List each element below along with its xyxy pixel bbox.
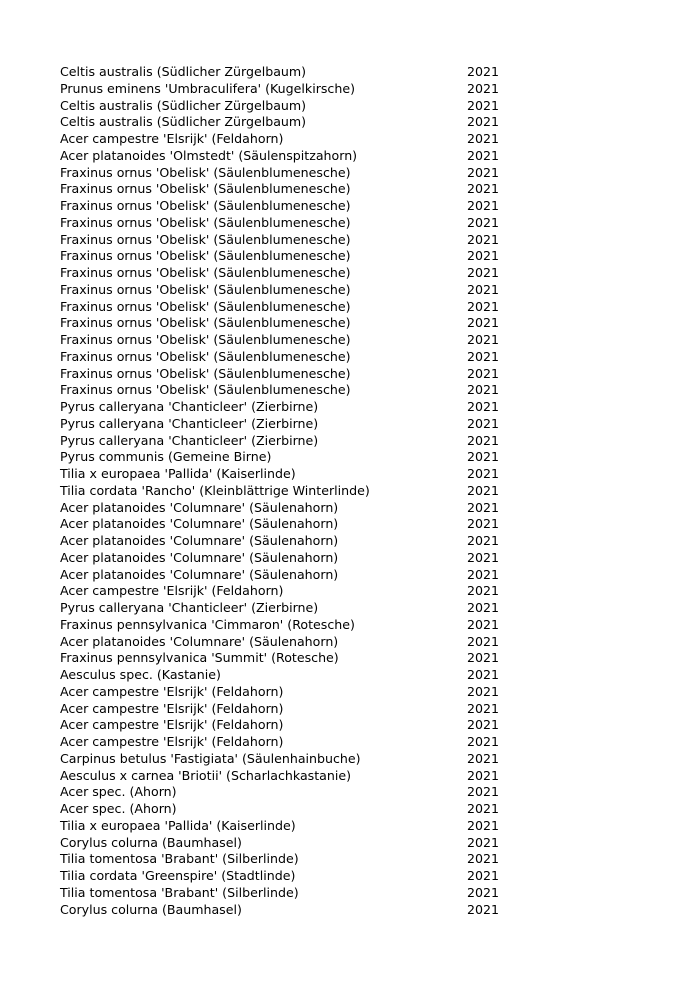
planting-year: 2021: [467, 265, 500, 280]
tree-name: Prunus eminens 'Umbraculifera' (Kugelkirsche): [60, 80, 355, 96]
planting-year: 2021: [467, 616, 500, 632]
tree-name: Tilia tomentosa 'Brabant' (Silberlinde): [60, 851, 299, 867]
tree-name: Acer platanoides 'Columnare' (Säulenahorn): [60, 533, 339, 548]
tree-name: Fraxinus ornus 'Obelisk' (Säulenblumenesche): [60, 265, 351, 280]
tree-name: Tilia x europaea 'Pallida' (Kaiserlinde): [60, 817, 296, 833]
planting-year: 2021: [467, 784, 500, 800]
planting-year: 2021: [467, 884, 500, 900]
planting-year: 2021: [467, 382, 500, 398]
planting-year: 2021: [467, 817, 500, 833]
tree-name: Fraxinus ornus 'Obelisk' (Säulenblumenesche): [60, 382, 351, 398]
planting-year: 2021: [467, 348, 500, 364]
planting-year: 2021: [467, 533, 500, 548]
table-row: [60, 533, 510, 550]
tree-name: Acer platanoides 'Columnare' (Säulenahorn): [60, 566, 339, 582]
planting-year: 2021: [467, 734, 500, 749]
planting-year: 2021: [467, 600, 500, 615]
table-row: [60, 449, 510, 466]
tree-name: Fraxinus ornus 'Obelisk' (Säulenblumenesche): [60, 315, 351, 331]
planting-year: 2021: [467, 64, 500, 79]
tree-name: Fraxinus pennsylvanica 'Cimmaron' (Rotesche): [60, 616, 355, 632]
table-row: [60, 902, 510, 919]
tree-name: Acer campestre 'Elsrijk' (Feldahorn): [60, 734, 284, 749]
tree-name: Pyrus calleryana 'Chanticleer' (Zierbirne): [60, 432, 319, 448]
tree-name: Carpinus betulus 'Fastigiata' (Säulenhainbuche): [60, 750, 361, 766]
table-row: [60, 131, 510, 148]
planting-year: 2021: [467, 131, 500, 146]
table-row: [60, 516, 510, 533]
tree-name: Fraxinus ornus 'Obelisk' (Säulenblumenesche): [60, 298, 351, 314]
tree-name: Fraxinus ornus 'Obelisk' (Säulenblumenesche): [60, 365, 351, 381]
tree-name: Fraxinus ornus 'Obelisk' (Säulenblumenesche): [60, 231, 351, 247]
table-row: [60, 416, 510, 433]
planting-year: 2021: [467, 332, 500, 347]
table-row: [60, 232, 510, 249]
table-row: [60, 634, 510, 651]
tree-name: Fraxinus ornus 'Obelisk' (Säulenblumenesche): [60, 248, 351, 264]
tree-name: Celtis australis (Südlicher Zürgelbaum): [60, 64, 307, 79]
planting-year: 2021: [467, 147, 500, 163]
table-row: [60, 299, 510, 316]
planting-year: 2021: [467, 248, 500, 264]
table-row: [60, 64, 510, 81]
planting-year: 2021: [467, 801, 500, 816]
table-row: [60, 885, 510, 902]
tree-name: Pyrus calleryana 'Chanticleer' (Zierbirne): [60, 399, 319, 414]
planting-year: 2021: [467, 399, 500, 414]
planting-year: 2021: [467, 499, 500, 515]
table-row: [60, 114, 510, 131]
tree-name: Fraxinus ornus 'Obelisk' (Säulenblumenesche): [60, 348, 351, 364]
tree-name: Aesculus x carnea 'Briotii' (Scharlachkastanie): [60, 767, 352, 783]
table-row: [60, 332, 510, 349]
table-row: [60, 248, 510, 265]
tree-name: Tilia cordata 'Greenspire' (Stadtlinde): [60, 868, 296, 883]
table-row: [60, 567, 510, 584]
planting-year: 2021: [467, 868, 500, 883]
table-row: [60, 717, 510, 734]
planting-year: 2021: [467, 198, 500, 213]
table-row: [60, 818, 510, 835]
planting-year: 2021: [467, 549, 500, 565]
tree-name: Acer platanoides 'Columnare' (Säulenahorn): [60, 549, 339, 565]
table-row: [60, 583, 510, 600]
table-row: [60, 198, 510, 215]
planting-year: 2021: [467, 214, 500, 230]
tree-name: Tilia tomentosa 'Brabant' (Silberlinde): [60, 884, 299, 900]
planting-year: 2021: [467, 164, 500, 180]
tree-name: Pyrus calleryana 'Chanticleer' (Zierbirne): [60, 600, 319, 615]
table-row: [60, 768, 510, 785]
planting-year: 2021: [467, 516, 500, 532]
tree-name: Pyrus communis (Gemeine Birne): [60, 449, 272, 465]
tree-name: Acer campestre 'Elsrijk' (Feldahorn): [60, 131, 284, 146]
planting-year: 2021: [467, 482, 500, 498]
table-row: [60, 500, 510, 517]
table-row: [60, 433, 510, 450]
tree-name: Fraxinus ornus 'Obelisk' (Säulenblumenesche): [60, 214, 351, 230]
tree-name: Fraxinus ornus 'Obelisk' (Säulenblumenesche): [60, 198, 351, 213]
table-row: [60, 81, 510, 98]
table-row: [60, 265, 510, 282]
table-row: [60, 366, 510, 383]
planting-year: 2021: [467, 114, 500, 130]
tree-name: Acer campestre 'Elsrijk' (Feldahorn): [60, 700, 284, 716]
tree-name: Acer platanoides 'Columnare' (Säulenahorn): [60, 499, 339, 515]
table-row: [60, 701, 510, 718]
table-row: [60, 483, 510, 500]
table-row: [60, 349, 510, 366]
planting-year: 2021: [467, 650, 500, 666]
table-row: [60, 801, 510, 818]
planting-year: 2021: [467, 181, 500, 197]
tree-name: Celtis australis (Südlicher Zürgelbaum): [60, 114, 307, 130]
planting-year: 2021: [467, 583, 500, 599]
planting-year: 2021: [467, 298, 500, 314]
tree-name: Acer campestre 'Elsrijk' (Feldahorn): [60, 583, 284, 599]
table-row: [60, 382, 510, 399]
tree-name: Acer platanoides 'Olmstedt' (Säulenspitzahorn): [60, 147, 358, 163]
table-row: [60, 667, 510, 684]
planting-year: 2021: [467, 281, 500, 297]
planting-year: 2021: [467, 700, 500, 716]
tree-name: Acer platanoides 'Columnare' (Säulenahorn): [60, 633, 339, 649]
table-row: [60, 181, 510, 198]
tree-name: Acer spec. (Ahorn): [60, 801, 177, 816]
planting-year: 2021: [467, 466, 500, 481]
planting-year: 2021: [467, 432, 500, 448]
planting-year: 2021: [467, 851, 500, 867]
tree-name: Tilia cordata 'Rancho' (Kleinblättrige Winterlinde): [60, 482, 370, 498]
tree-name: Acer campestre 'Elsrijk' (Feldahorn): [60, 683, 284, 699]
tree-name: Pyrus calleryana 'Chanticleer' (Zierbirne): [60, 415, 319, 431]
table-row: [60, 600, 510, 617]
planting-year: 2021: [467, 80, 500, 96]
table-row: [60, 466, 510, 483]
tree-name: Acer campestre 'Elsrijk' (Feldahorn): [60, 717, 284, 733]
tree-name: Celtis australis (Südlicher Zürgelbaum): [60, 97, 307, 113]
planting-year: 2021: [467, 315, 500, 331]
tree-name: Fraxinus ornus 'Obelisk' (Säulenblumenesche): [60, 164, 351, 180]
table-row: [60, 315, 510, 332]
table-row: [60, 650, 510, 667]
table-row: [60, 165, 510, 182]
table-row: [60, 550, 510, 567]
tree-name: Fraxinus ornus 'Obelisk' (Säulenblumenesche): [60, 281, 351, 297]
planting-year: 2021: [467, 834, 500, 850]
table-row: [60, 617, 510, 634]
tree-list: [60, 64, 510, 918]
planting-year: 2021: [467, 633, 500, 649]
tree-name: Aesculus spec. (Kastanie): [60, 667, 221, 682]
planting-year: 2021: [467, 449, 500, 465]
table-row: [60, 282, 510, 299]
table-row: [60, 851, 510, 868]
table-row: [60, 399, 510, 416]
planting-year: 2021: [467, 415, 500, 431]
tree-name: Tilia x europaea 'Pallida' (Kaiserlinde): [60, 466, 296, 481]
tree-name: Fraxinus ornus 'Obelisk' (Säulenblumenesche): [60, 332, 351, 347]
planting-year: 2021: [467, 750, 500, 766]
tree-name: Fraxinus ornus 'Obelisk' (Säulenblumenesche): [60, 181, 351, 197]
tree-name: Corylus colurna (Baumhasel): [60, 901, 242, 917]
table-row: [60, 868, 510, 885]
planting-year: 2021: [467, 717, 500, 733]
planting-year: 2021: [467, 667, 500, 682]
planting-year: 2021: [467, 767, 500, 783]
table-row: [60, 98, 510, 115]
planting-year: 2021: [467, 901, 500, 917]
table-row: [60, 684, 510, 701]
tree-name: Acer platanoides 'Columnare' (Säulenahorn): [60, 516, 339, 532]
tree-name: Acer spec. (Ahorn): [60, 784, 177, 800]
table-row: [60, 751, 510, 768]
planting-year: 2021: [467, 231, 500, 247]
table-row: [60, 215, 510, 232]
planting-year: 2021: [467, 566, 500, 582]
planting-year: 2021: [467, 365, 500, 381]
planting-year: 2021: [467, 683, 500, 699]
tree-name: Fraxinus pennsylvanica 'Summit' (Rotesche): [60, 650, 339, 666]
tree-name: Corylus colurna (Baumhasel): [60, 834, 242, 850]
table-row: [60, 734, 510, 751]
table-row: [60, 148, 510, 165]
planting-year: 2021: [467, 97, 500, 113]
table-row: [60, 835, 510, 852]
table-row: [60, 784, 510, 801]
